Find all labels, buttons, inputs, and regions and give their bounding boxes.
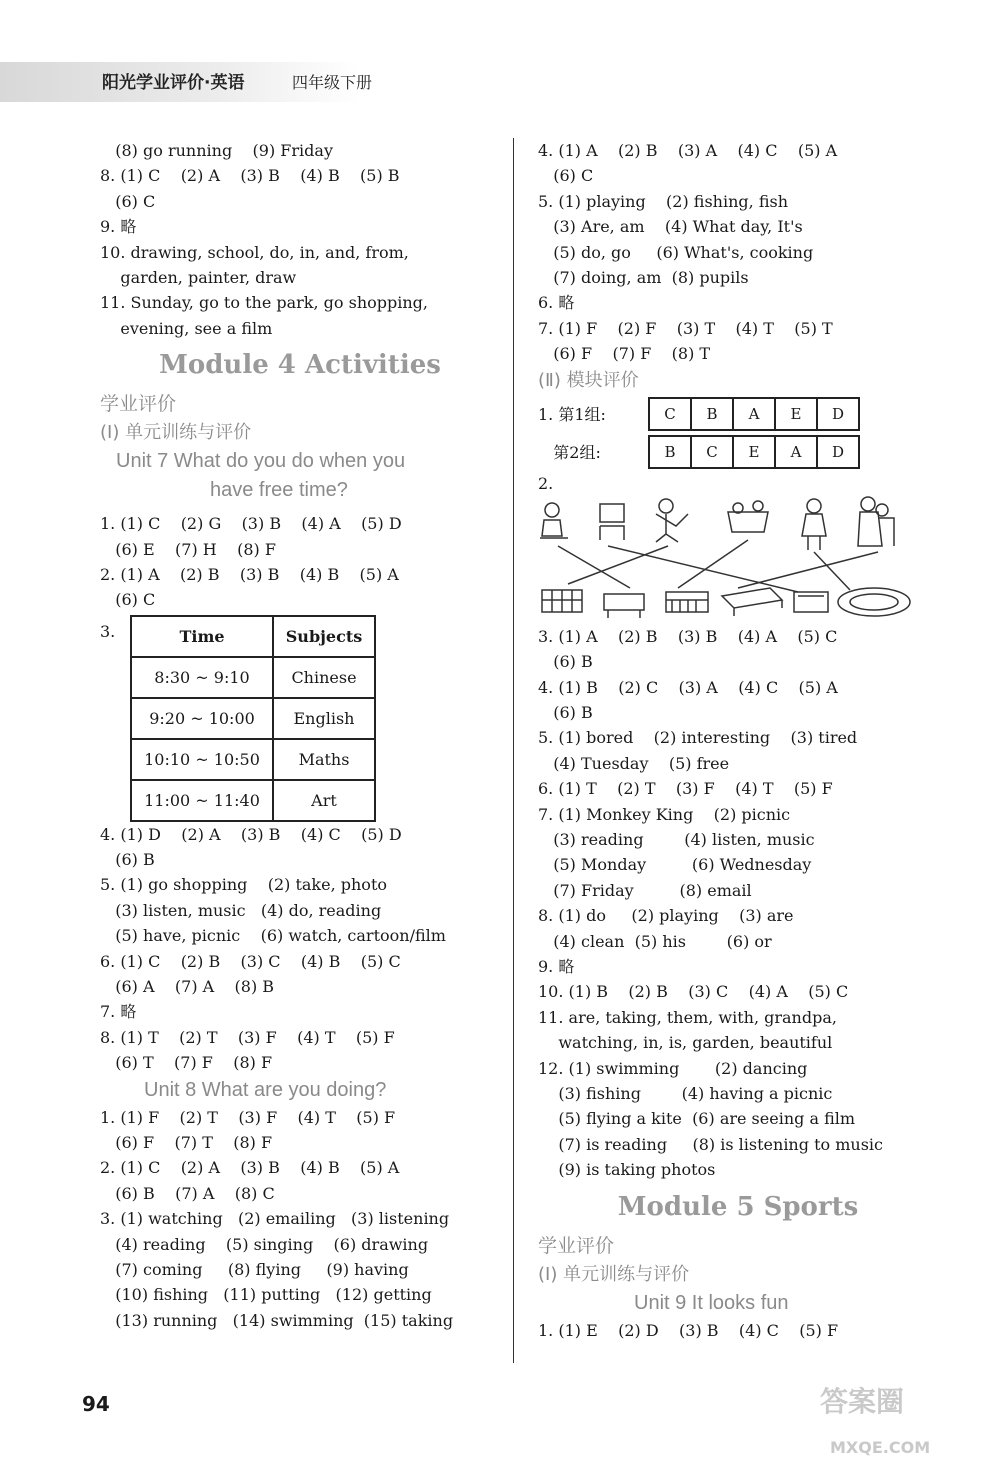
answer-line: 12. (1) swimming (2) dancing [538,1058,808,1078]
table-cell: 11:00 ~ 11:40 [131,780,273,821]
answer-line: (7) Friday (8) email [538,880,752,900]
answer-line: 7. (1) Monkey King (2) picnic [538,804,791,824]
answer-line: 7. 略 [100,1002,137,1022]
answer-line: 5. (1) go shopping (2) take, photo [100,875,387,895]
answer-line: (6) A (7) A (8) B [100,977,275,997]
subsection-heading: (Ⅰ) 单元训练与评价 [100,422,252,444]
table-row [131,739,375,780]
unit-title-cont: have free time? [210,479,348,502]
module-title: Module 5 Sports [617,1191,859,1222]
answer-line: (7) coming (8) flying (9) having [100,1259,409,1279]
schedule-table [130,615,376,822]
bed-icon [722,588,782,616]
answer-line: 9. 略 [538,956,575,976]
answer-line: (4) Tuesday (5) free [538,753,730,773]
answer-line: (6) E (7) H (8) F [100,539,276,559]
answer-line: evening, see a film [100,318,273,338]
answer-line: 8. (1) C (2) A (3) B (4) B (5) B [100,166,400,186]
table-cell: 9:20 ~ 10:00 [131,698,273,739]
answer-line: 4. (1) D (2) A (3) B (4) C (5) D [100,824,402,844]
left-column [100,138,500,1333]
answer-line: 2. (1) A (2) B (3) B (4) B (5) A [100,564,399,584]
answer-line: (3) Are, am (4) What day, It's [538,217,803,237]
answer-line: 6. 略 [538,293,575,313]
module-title: Module 4 Activities [159,350,441,381]
right-column [538,138,938,1343]
answer-line: 1. (1) F (2) T (3) F (4) T (5) F [100,1107,396,1127]
answer-line: (6) F (7) F (8) T [538,344,711,364]
matching-picture [538,496,918,624]
desks-icon [604,594,644,618]
group-1 [538,395,938,433]
matching-illustration [538,496,918,624]
toys-icon [728,501,768,532]
order-cell: E [733,436,775,468]
answer-line: 11. Sunday, go to the park, go shopping, [100,293,429,313]
answer-line: 4. (1) A (2) B (3) A (4) C (5) A [538,141,838,160]
order-cell: D [817,398,859,430]
column-divider [513,138,514,1363]
order-cell: C [649,398,691,430]
answer-line: (4) reading (5) singing (6) drawing [100,1234,429,1254]
order-cell: B [649,436,691,468]
answer-line: 5. (1) bored (2) interesting (3) tired [538,728,858,748]
unit-title: Unit 8 What are you doing? [144,1078,387,1101]
family-icon [858,497,894,546]
table-cell: Art [273,780,375,821]
table-header: Subjects [273,616,375,657]
answer-line: (5) do, go (6) What's, cooking [538,242,814,262]
answer-line: 5. (1) playing (2) fishing, fish [538,191,789,211]
answer-line: (6) C [100,590,156,610]
child-drawing-icon [540,503,568,538]
answer-line: 7. (1) F (2) F (3) T (4) T (5) T [538,318,833,338]
table-header: Time [131,616,273,657]
subsection-heading: (Ⅱ) 模块评价 [538,369,639,391]
piano-icon [666,592,708,612]
order-cell: B [691,398,733,430]
answer-line: watching, in, is, garden, beautiful [538,1033,833,1053]
track-icon [838,588,910,616]
table-cell: 8:30 ~ 9:10 [131,657,273,698]
answer-line: (3) fishing (4) having a picnic [538,1083,833,1103]
answer-line: (13) running (14) swimming (15) taking [100,1310,454,1330]
page-number: 94 [82,1392,110,1416]
table-cell: 10:10 ~ 10:50 [131,739,273,780]
section-heading: 学业评价 [538,1234,615,1257]
answer-line: (6) F (7) T (8) F [100,1132,273,1152]
order-cell: C [691,436,733,468]
answer-line: (9) is taking photos [538,1160,716,1180]
answer-line: 3. (1) watching (2) emailing (3) listening [100,1209,450,1229]
child-playing-icon [656,499,688,542]
order-cell: E [775,398,817,430]
answer-line: (5) Monday (6) Wednesday [538,855,812,875]
answer-line: garden, painter, draw [100,267,297,287]
table-cell: Maths [273,739,375,780]
question-number: 3. [100,621,116,641]
answer-line: (7) doing, am (8) pupils [538,267,749,287]
answer-line: (4) clean (5) his (6) or [538,931,772,951]
answer-line: (6) B [100,850,155,870]
table-row [131,780,375,821]
table-cell: English [273,698,375,739]
order-cell: D [817,436,859,468]
answer-line: 6. (1) T (2) T (3) F (4) T (5) F [538,779,833,799]
grade-label: 四年级下册 [292,73,373,92]
table-cell: Chinese [273,657,375,698]
answer-line: 6. (1) C (2) B (3) C (4) B (5) C [100,951,401,971]
watermark-logo: 答案圈 [820,1385,905,1418]
group-1-table [648,397,860,431]
answer-line: 3. (1) A (2) B (3) B (4) A (5) C [538,626,838,646]
unit-title: Unit 9 It looks fun [634,1291,789,1314]
order-cell: A [775,436,817,468]
subsection-heading: (Ⅰ) 单元训练与评价 [538,1263,690,1285]
question-number: 2. [538,473,554,493]
answer-line: (6) T (7) F (8) F [100,1053,273,1073]
answer-line: 8. (1) do (2) playing (3) are [538,906,794,926]
answer-line: (6) B [538,703,593,723]
answer-line: (8) go running (9) Friday [100,141,333,160]
classroom-icon [542,590,582,612]
answer-line: 1. (1) C (2) G (3) B (4) A (5) D [100,514,402,534]
room-icon [794,592,828,612]
unit-title: Unit 7 What do you do when you [116,450,406,473]
book-title: 阳光学业评价·英语 [102,73,245,93]
answer-line: (6) B [538,652,593,672]
answer-line: (7) is reading (8) is listening to music [538,1134,883,1154]
group-2 [538,433,938,471]
group-2-table [648,435,860,469]
table-row [131,657,375,698]
answer-line: 8. (1) T (2) T (3) F (4) T (5) F [100,1027,395,1047]
answer-line: (3) listen, music (4) do, reading [100,900,382,920]
table-row [131,698,375,739]
answer-line: (6) C [538,166,594,186]
girl-icon [802,499,826,550]
section-heading: 学业评价 [100,393,177,416]
tv-icon [600,504,624,540]
answer-line: (6) B (7) A (8) C [100,1183,275,1203]
answer-line: (10) fishing (11) putting (12) getting [100,1285,432,1305]
answer-line: 2. (1) C (2) A (3) B (4) B (5) A [100,1158,400,1178]
answer-line: 1. (1) E (2) D (3) B (4) C (5) F [538,1320,839,1340]
group-label: 第2组: [538,443,601,463]
answer-line: 9. 略 [100,217,137,237]
group-label: 1. 第1组: [538,405,606,425]
answer-line: (6) C [100,191,156,211]
order-cell: A [733,398,775,430]
answer-line: 10. drawing, school, do, in, and, from, [100,242,409,262]
answer-line: 4. (1) B (2) C (3) A (4) C (5) A [538,677,838,697]
answer-line: (5) have, picnic (6) watch, cartoon/film [100,926,446,946]
answer-line: (3) reading (4) listen, music [538,830,815,850]
answer-line: (5) flying a kite (6) are seeing a film [538,1109,856,1129]
answer-line: 10. (1) B (2) B (3) C (4) A (5) C [538,982,849,1002]
watermark-url: MXQE.COM [830,1438,931,1457]
answer-line: 11. are, taking, them, with, grandpa, [538,1007,837,1027]
